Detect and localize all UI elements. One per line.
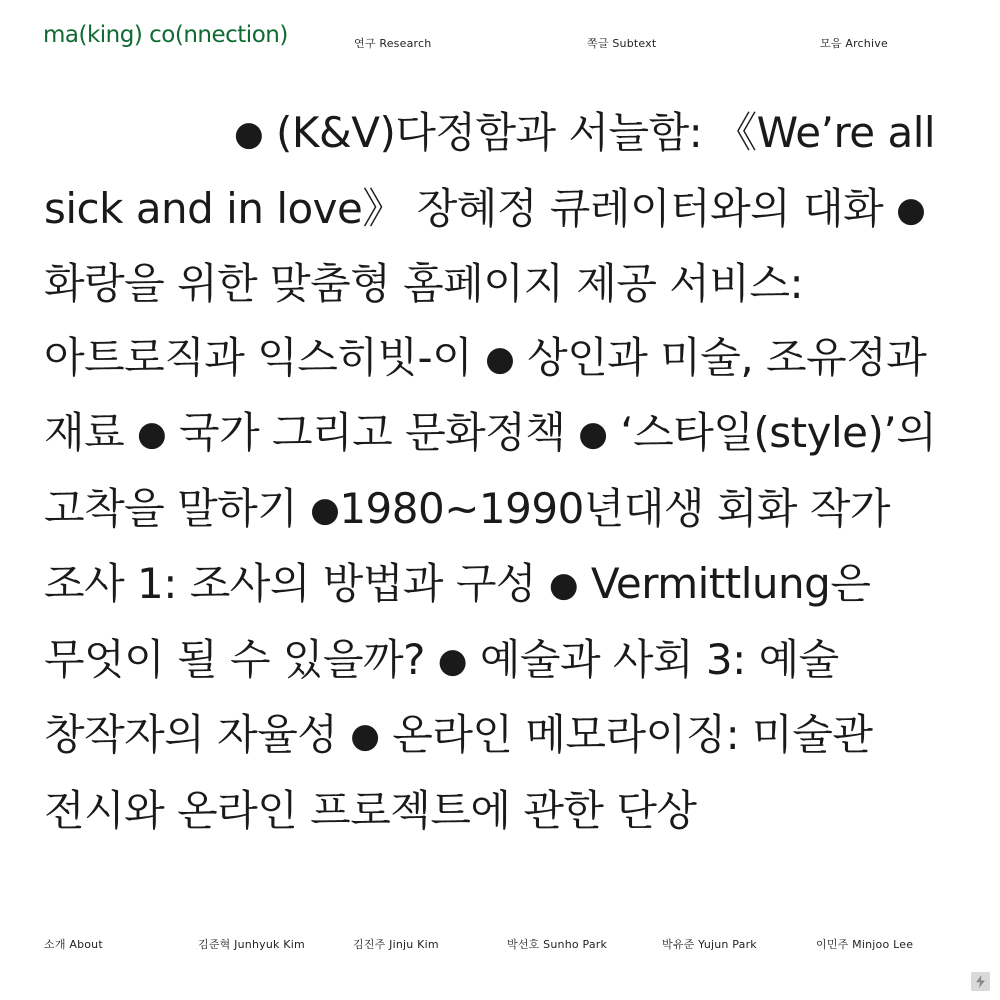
nav-archive[interactable]: 모음 Archive: [820, 37, 888, 50]
article-link[interactable]: 예술과 사회 3: 예술 창작자의 자율성: [44, 634, 839, 759]
footer-link-member[interactable]: 박선호 Sunho Park: [507, 938, 608, 951]
bullet-icon: ●: [548, 565, 579, 605]
article-link[interactable]: 국가 그리고 문화정책: [179, 408, 566, 457]
article-link[interactable]: 온라인 메모라이징: 미술관 전시와 온라인 프로젝트에 관한 단상: [44, 710, 873, 835]
footer-link-member[interactable]: 박유준 Yujun Park: [662, 938, 757, 951]
footer-link-member[interactable]: 이민주 Minjoo Lee: [816, 938, 914, 951]
bullet-icon: ●: [350, 716, 380, 756]
bullet-icon: ●: [578, 414, 608, 454]
bullet-icon: ●: [310, 489, 340, 530]
site-logo[interactable]: ma(king) co(nnection): [43, 22, 288, 48]
article-link[interactable]: Vermittlung은 무엇이 될 수 있을까?: [44, 559, 871, 684]
bullet-icon: ●: [896, 189, 926, 230]
nav-research[interactable]: 연구 Research: [354, 37, 432, 50]
article-list: [44, 96, 959, 847]
bullet-icon: ●: [485, 338, 515, 379]
footer-link-member[interactable]: 김준혁 Junhyuk Kim: [198, 938, 305, 951]
lightning-icon[interactable]: [971, 972, 990, 991]
site-header: [0, 22, 1000, 62]
article-link[interactable]: ‘스타일(style)’의 고착을 말하기: [44, 408, 937, 533]
bullet-icon: ●: [234, 114, 264, 154]
bullet-icon: ●: [437, 640, 467, 681]
article-link[interactable]: 화랑을 위한 맞춤형 홈페이지 제공 서비스: 아트로직과 익스히빗-이: [44, 259, 804, 382]
article-link[interactable]: (K&V)다정함과 서늘함: 《We’re all sick and in love》 장혜정 큐레이터와의 대화: [44, 108, 936, 233]
article-link[interactable]: 상인과 미술, 조유정과 재료: [44, 332, 927, 457]
nav-subtext[interactable]: 쪽글 Subtext: [587, 37, 657, 50]
bullet-icon: ●: [137, 414, 167, 454]
lightning-icon-glyph: [975, 975, 986, 988]
footer-link-about[interactable]: 소개 About: [44, 938, 103, 951]
site-footer: [0, 936, 1000, 956]
footer-link-member[interactable]: 김진주 Jinju Kim: [353, 938, 439, 951]
article-link[interactable]: 1980~1990년대생 회화 작가 조사 1: 조사의 방법과 구성: [44, 483, 890, 608]
